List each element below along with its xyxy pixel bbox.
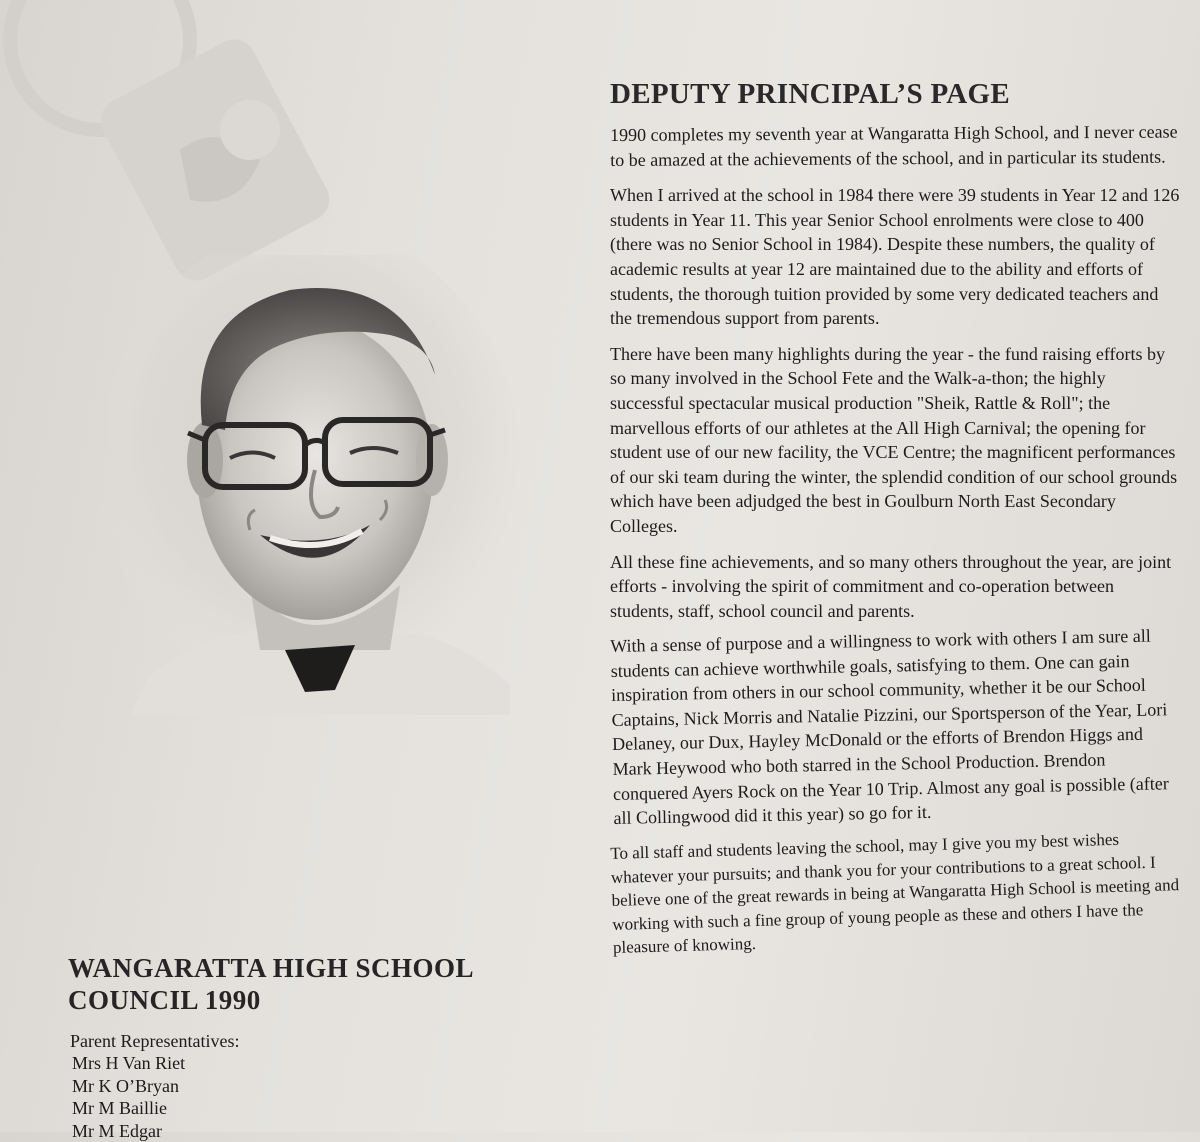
- deputy-principal-portrait: [110, 255, 530, 715]
- school-council-section: [68, 952, 548, 1142]
- council-title: [68, 952, 548, 1016]
- council-member: Mr M Baillie: [72, 1097, 548, 1120]
- article-heading: DEPUTY PRINCIPAL’S PAGE: [610, 78, 1180, 111]
- council-member: Mr M Edgar: [72, 1120, 548, 1142]
- article-paragraph: 1990 completes my seventh year at Wangaratta High School, and I never cease to be amazed at the achievements of the school, and in particular its students.: [610, 120, 1180, 173]
- council-member: Mrs H Van Riet: [72, 1052, 548, 1075]
- council-member-list: [68, 1052, 548, 1142]
- council-subheading: Parent Representatives:: [70, 1030, 548, 1052]
- deputy-principal-article: [610, 78, 1180, 971]
- article-paragraph: There have been many highlights during the year - the fund raising efforts by so many involved in the School Fete and the Walk-a-thon; the highly successful spectacular musical production "Sheik, Rattle & Roll"; the marvellous efforts of our athletes at the All High Carnival; the opening for student use of our new facility, the VCE Centre; the magnificent performances of our ski team during the winter, the splendid condition of our school grounds which have been adjudged the best in Goulburn North East Secondary Colleges.: [610, 342, 1180, 539]
- council-title-line1: WANGARATTA HIGH SCHOOL: [68, 952, 548, 984]
- article-paragraph: When I arrived at the school in 1984 there were 39 students in Year 12 and 126 students in Year 11. This year Senior School enrolments were close to 400 (there was no Senior School in 1984). Despite these numbers, the quality of academic results at year 12 are maintained due to the ability and efforts of students, the thorough tuition provided by some very dedicated teachers and the tremendous support from parents.: [610, 183, 1180, 331]
- article-paragraph: All these fine achievements, and so many others throughout the year, are joint efforts - involving the spirit of commitment and co-operation between students, staff, school council and parents.: [610, 550, 1180, 624]
- council-title-line2: COUNCIL 1990: [68, 984, 548, 1016]
- council-member: Mr K O’Bryan: [72, 1075, 548, 1098]
- article-paragraph: To all staff and students leaving the school, may I give you my best wishes whatever your pursuits; and thank you for your contributions to a great school. I believe one of the great rewards in being at Wangaratta High School is meeting and working with such a fine group of young people as these and others I have the pleasure of knowing.: [610, 826, 1183, 959]
- article-paragraph: With a sense of purpose and a willingness to work with others I am sure all students can achieve worthwhile goals, satisfying to them. One can gain inspiration from others in our school community, whether it be our School Captains, Nick Morris and Natalie Pizzini, our Sportsperson of the Year, Lori Delaney, our Dux, Hayley McDonald or the efforts of Brendon Higgs and Mark Heywood who both starred in the School Production. Brendon conquered Ayers Rock on the Year 10 Trip. Almost any goal is possible (after all Collingwood did it this year) so go for it.: [610, 623, 1184, 831]
